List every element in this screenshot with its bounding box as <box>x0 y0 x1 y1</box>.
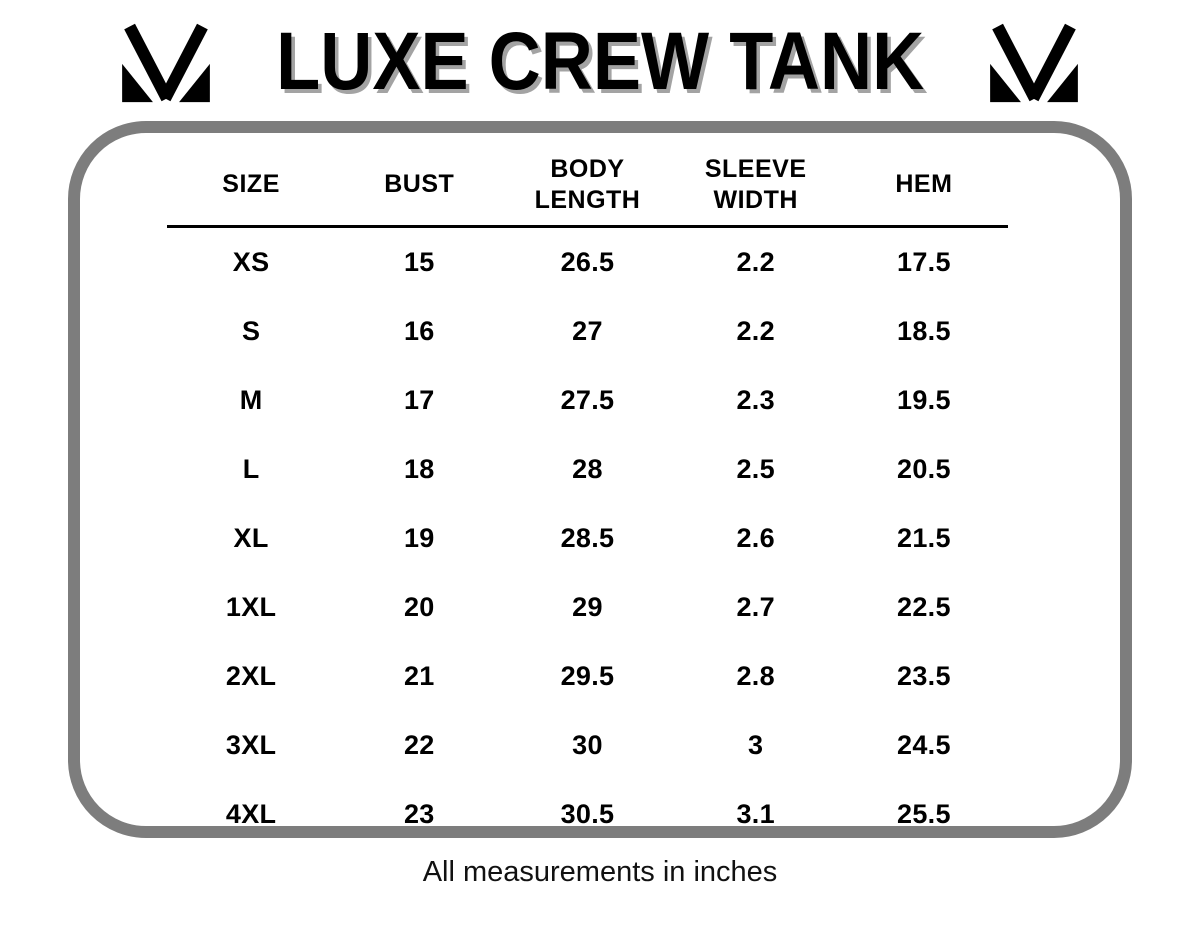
table-header-row <box>167 133 1008 225</box>
cell-bust: 22 <box>403 730 435 760</box>
table-row-s <box>167 297 1008 366</box>
cell-bust: 23 <box>403 799 435 829</box>
cell-bust: 20 <box>403 592 435 622</box>
cell-sleeve-width: 3.1 <box>736 799 775 829</box>
table-row-2xl <box>167 642 1008 711</box>
measurements-note: All measurements in inches <box>422 856 778 888</box>
cell-hem: 20.5 <box>897 454 951 484</box>
table-row-1xl <box>167 573 1008 642</box>
brand-m-logo-right-icon <box>986 20 1082 104</box>
cell-size: 4XL <box>225 799 277 829</box>
cell-hem: 23.5 <box>897 661 951 691</box>
column-header-size: SIZE <box>222 170 280 199</box>
cell-sleeve-width: 2.5 <box>736 454 775 484</box>
cell-hem: 25.5 <box>897 799 951 829</box>
cell-size: L <box>242 454 260 484</box>
cell-bust: 19 <box>403 523 435 553</box>
cell-bust: 18 <box>403 454 435 484</box>
cell-bust: 17 <box>403 385 435 415</box>
column-header-body-length: BODY LENGTH <box>534 154 641 214</box>
cell-size: M <box>239 385 263 415</box>
cell-size: 2XL <box>225 661 277 691</box>
cell-body-length: 30.5 <box>560 799 615 829</box>
cell-size: XL <box>233 523 269 553</box>
cell-size: XS <box>232 247 270 277</box>
size-table <box>167 133 1008 849</box>
cell-bust: 15 <box>403 247 435 277</box>
cell-sleeve-width: 2.2 <box>736 316 775 346</box>
table-row-m <box>167 366 1008 435</box>
cell-bust: 21 <box>403 661 435 691</box>
cell-hem: 19.5 <box>897 385 951 415</box>
cell-size: 1XL <box>225 592 277 622</box>
cell-body-length: 28.5 <box>560 523 615 553</box>
cell-body-length: 27.5 <box>560 385 615 415</box>
size-chart-panel <box>68 121 1132 838</box>
cell-hem: 24.5 <box>897 730 951 760</box>
cell-hem: 18.5 <box>897 316 951 346</box>
table-row-xs <box>167 228 1008 297</box>
cell-hem: 17.5 <box>897 247 951 277</box>
cell-body-length: 29.5 <box>560 661 615 691</box>
cell-body-length: 27 <box>572 316 603 346</box>
table-row-4xl <box>167 780 1008 849</box>
cell-sleeve-width: 2.3 <box>736 385 775 415</box>
cell-body-length: 30 <box>572 730 603 760</box>
cell-sleeve-width: 2.2 <box>736 247 775 277</box>
column-header-bust: BUST <box>384 170 455 199</box>
brand-m-logo-left-icon <box>118 20 214 104</box>
cell-size: S <box>241 316 261 346</box>
cell-size: 3XL <box>225 730 277 760</box>
column-header-hem: HEM <box>895 170 953 199</box>
cell-bust: 16 <box>403 316 435 346</box>
table-row-xl <box>167 504 1008 573</box>
table-row-l <box>167 435 1008 504</box>
cell-sleeve-width: 2.8 <box>736 661 775 691</box>
cell-hem: 22.5 <box>897 592 951 622</box>
cell-sleeve-width: 2.7 <box>736 592 775 622</box>
cell-body-length: 26.5 <box>560 247 615 277</box>
title-bar <box>0 6 1200 118</box>
cell-body-length: 29 <box>572 592 603 622</box>
cell-sleeve-width: 3 <box>748 730 764 760</box>
page-title: LUXE CREW TANK <box>275 16 925 107</box>
column-header-sleeve-width: SLEEVE WIDTH <box>704 154 807 214</box>
cell-sleeve-width: 2.6 <box>736 523 775 553</box>
cell-body-length: 28 <box>572 454 603 484</box>
cell-hem: 21.5 <box>897 523 951 553</box>
table-row-3xl <box>167 711 1008 780</box>
